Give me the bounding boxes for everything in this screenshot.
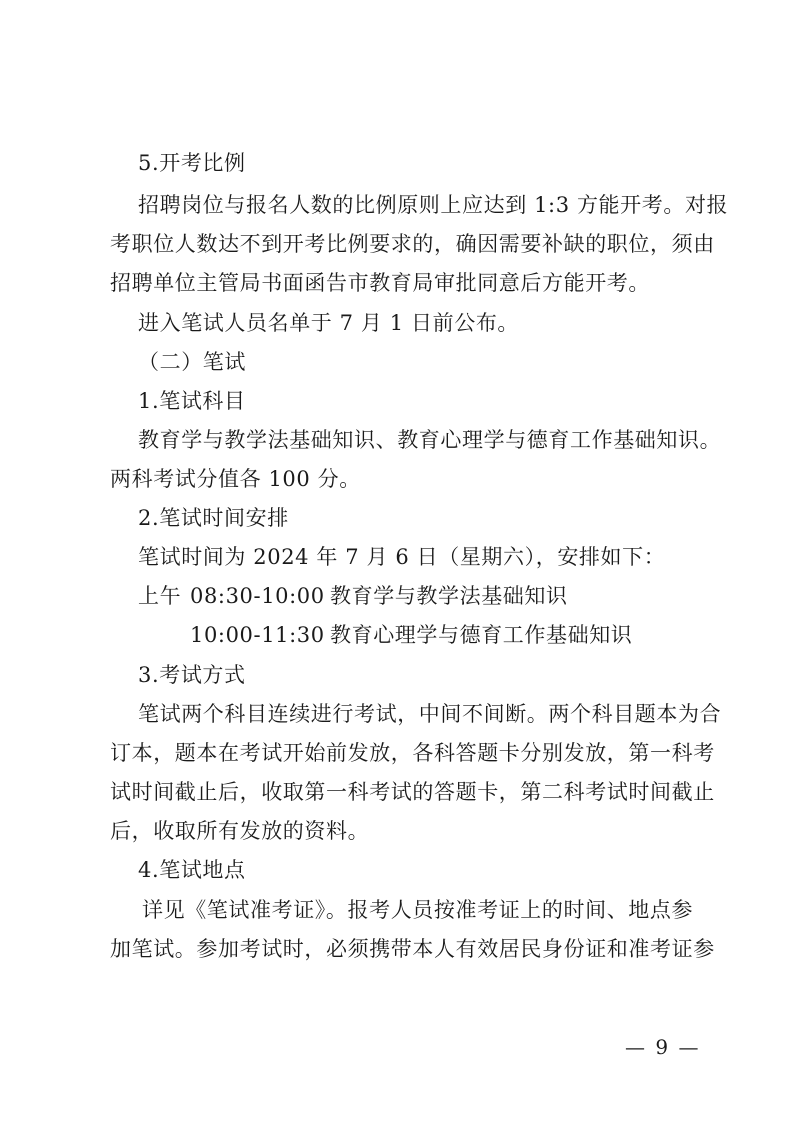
paragraph-line: 两科考试分值各 100 分。: [110, 467, 361, 491]
paragraph-line: 教育学与教学法基础知识、教育心理学与德育工作基础知识。: [138, 428, 722, 452]
subsection-heading-location: 4.笔试地点: [138, 858, 246, 882]
schedule-subject: 教育学与教学法基础知识: [330, 584, 568, 608]
section-heading-opening-ratio: 5.开考比例: [138, 151, 246, 175]
paragraph-line: 加笔试。参加考试时，必须携带本人有效居民身份证和准考证参: [110, 937, 715, 961]
page-number: — 9 —: [625, 1035, 701, 1059]
subsection-heading-schedule: 2.笔试时间安排: [138, 506, 289, 530]
paragraph-line: 详见《笔试准考证》。报考人员按准考证上的时间、地点参: [142, 898, 694, 922]
paragraph-line: 招聘岗位与报名人数的比例原则上应达到 1:3 方能开考。对报: [138, 193, 729, 217]
subsection-heading-method: 3.考试方式: [138, 663, 246, 687]
section-heading-written-exam: （二）笔试: [138, 350, 246, 374]
paragraph-line: 进入笔试人员名单于 7 月 1 日前公布。: [138, 311, 520, 335]
paragraph-line: 笔试时间为 2024 年 7 月 6 日（星期六），安排如下：: [138, 545, 666, 569]
paragraph-line: 后，收取所有发放的资料。: [110, 819, 370, 843]
paragraph-line: 考职位人数达不到开考比例要求的，确因需要补缺的职位，须由: [110, 232, 715, 256]
schedule-subject: 教育心理学与德育工作基础知识: [330, 623, 633, 647]
paragraph-line: 招聘单位主管局书面函告市教育局审批同意后方能开考。: [110, 271, 650, 295]
subsection-heading-subjects: 1.笔试科目: [138, 389, 246, 413]
schedule-period-label: 上午: [138, 584, 182, 608]
paragraph-line: 订本，题本在考试开始前发放，各科答题卡分别发放，第一科考: [110, 741, 715, 765]
schedule-time: 10:00-11:30: [190, 623, 325, 647]
paragraph-line: 试时间截止后，收取第一科考试的答题卡，第二科考试时间截止: [110, 780, 715, 804]
schedule-time: 08:30-10:00: [190, 584, 325, 608]
paragraph-line: 笔试两个科目连续进行考试，中间不间断。两个科目题本为合: [138, 702, 722, 726]
